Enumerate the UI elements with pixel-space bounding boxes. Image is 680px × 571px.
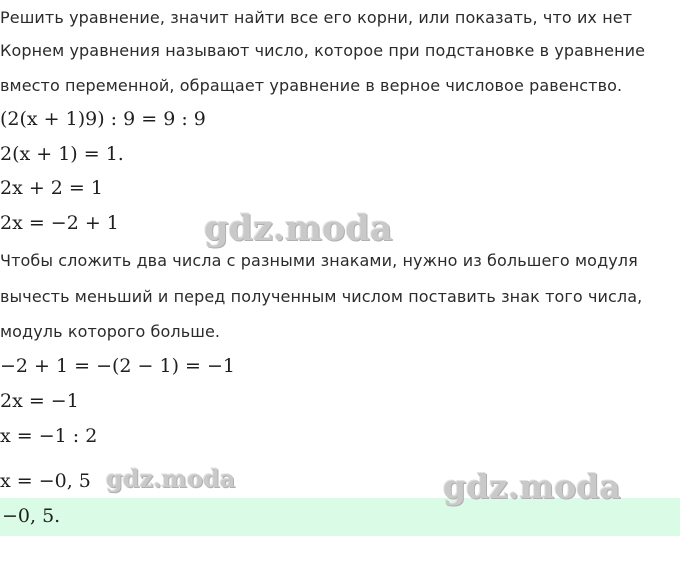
watermark-logo-right: gdz.moda — [443, 467, 621, 506]
equation-step-1: (2(x + 1)9) : 9 = 9 : 9 — [0, 108, 206, 130]
definition-line-1: Корнем уравнения называют число, которое при подстановке в уравнение — [0, 41, 646, 60]
final-answer: −0, 5. — [2, 505, 61, 527]
intro-text: Решить уравнение, значит найти все его корни, или показать, что их нет — [0, 8, 633, 27]
equation-step-6: 2x = −1 — [0, 390, 79, 412]
equation-step-4: 2x = −2 + 1 — [0, 212, 119, 234]
watermark-logo-small: gdz.moda — [106, 464, 236, 493]
equation-step-7: x = −1 : 2 — [0, 425, 98, 447]
definition-line-2: вместо переменной, обращает уравнение в верное числовое равенство. — [0, 76, 623, 95]
rule-line-1: Чтобы сложить два числа с разными знаками, нужно из большего модуля — [0, 251, 638, 270]
rule-line-3: модуль которого больше. — [0, 322, 221, 341]
watermark-logo: gdz.moda — [204, 208, 393, 249]
equation-step-2: 2(x + 1) = 1. — [0, 143, 124, 165]
rule-line-2: вычесть меньший и перед полученным числом поставить знак того числа, — [0, 287, 643, 306]
equation-step-3: 2x + 2 = 1 — [0, 177, 103, 199]
equation-step-8: x = −0, 5 — [0, 470, 91, 492]
equation-step-5: −2 + 1 = −(2 − 1) = −1 — [0, 355, 236, 377]
